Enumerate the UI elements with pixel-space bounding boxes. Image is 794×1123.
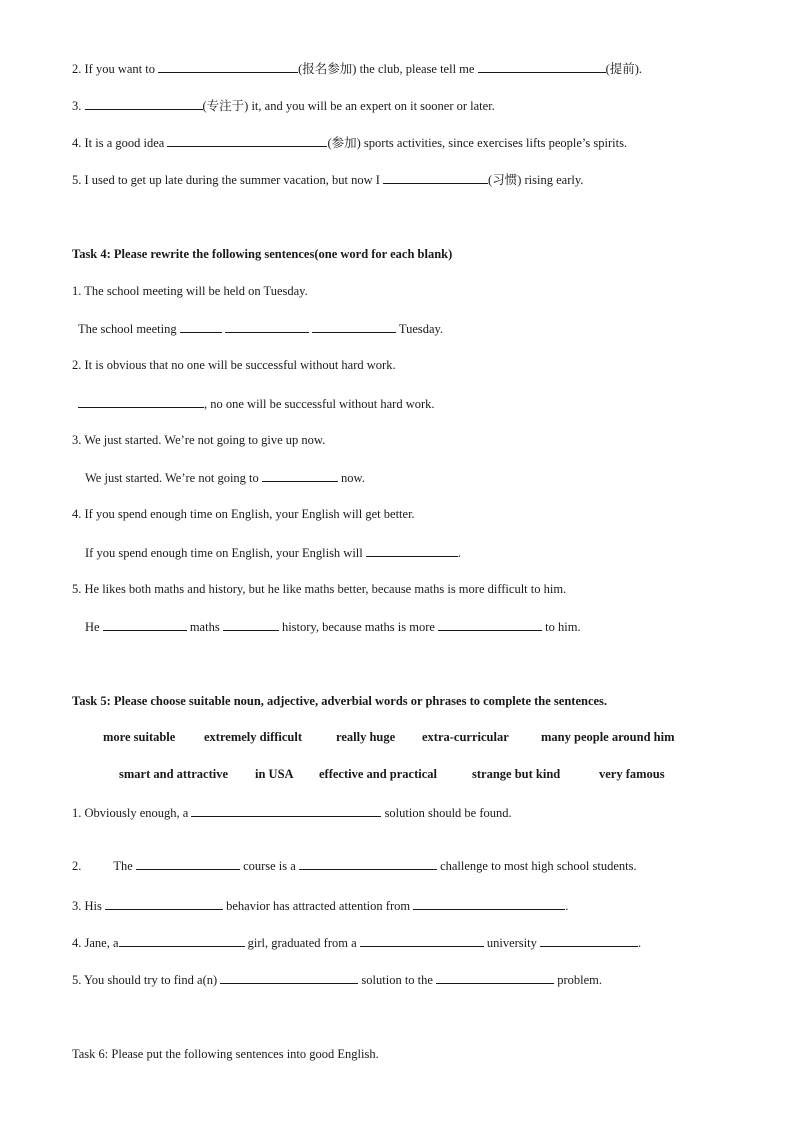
word-bank-item: really huge bbox=[336, 730, 396, 744]
answer-blank[interactable] bbox=[360, 934, 484, 947]
answer-blank[interactable] bbox=[119, 934, 245, 947]
task5-sentence-4: 4. Jane, a girl, graduated from a university . bbox=[72, 936, 642, 950]
word-bank-item: strange but kind bbox=[472, 767, 561, 781]
answer-blank[interactable] bbox=[78, 395, 204, 408]
task5-sentence-2: 2. The course is a challenge to most high school students. bbox=[72, 859, 637, 873]
word-bank-item: extremely difficult bbox=[204, 730, 302, 744]
answer-blank[interactable] bbox=[299, 857, 437, 870]
task4-rewrite-1: The school meeting Tuesday. bbox=[78, 322, 444, 336]
task5-sentence-3: 3. His behavior has attracted attention from . bbox=[72, 899, 569, 913]
answer-blank[interactable] bbox=[136, 857, 240, 870]
task5-title: Task 5: Please choose suitable noun, adjective, adverbial words or phrases to complete the sentences. bbox=[72, 694, 608, 708]
answer-blank[interactable] bbox=[413, 897, 565, 910]
task4-question-5: 5. He likes both maths and history, but he like maths better, because maths is more difficult to him. bbox=[72, 582, 567, 596]
task4-rewrite-4: If you spend enough time on English, your English will . bbox=[85, 546, 462, 560]
task4-rewrite-2: , no one will be successful without hard work. bbox=[78, 395, 435, 412]
answer-blank[interactable] bbox=[158, 60, 298, 73]
answer-blank[interactable] bbox=[478, 60, 606, 73]
answer-blank[interactable] bbox=[225, 320, 309, 333]
word-bank-item: in USA bbox=[255, 767, 294, 781]
answer-blank[interactable] bbox=[540, 934, 638, 947]
word-bank-item: smart and attractive bbox=[119, 767, 228, 781]
answer-blank[interactable] bbox=[223, 618, 279, 631]
task4-rewrite-3: We just started. We’re not going to now. bbox=[85, 471, 365, 485]
task5-sentence-1: 1. Obviously enough, a solution should be found. bbox=[72, 806, 512, 820]
answer-blank[interactable] bbox=[438, 618, 542, 631]
word-bank-item: extra-curricular bbox=[422, 730, 509, 744]
answer-blank[interactable] bbox=[167, 134, 327, 147]
task3-sentence-2: 2. If you want to (报名参加) the club, please tell me (提前). bbox=[72, 62, 643, 76]
task4-question-4: 4. If you spend enough time on English, your English will get better. bbox=[72, 507, 415, 521]
answer-blank[interactable] bbox=[105, 897, 223, 910]
task4-title: Task 4: Please rewrite the following sentences(one word for each blank) bbox=[72, 247, 453, 261]
task4-question-3: 3. We just started. We’re not going to give up now. bbox=[72, 433, 326, 447]
answer-blank[interactable] bbox=[191, 804, 381, 817]
word-bank-item: effective and practical bbox=[319, 767, 438, 781]
answer-blank[interactable] bbox=[220, 971, 358, 984]
answer-blank[interactable] bbox=[366, 544, 458, 557]
task3-sentence-4: 4. It is a good idea (参加) sports activities, since exercises lifts people’s spirits. bbox=[72, 136, 628, 150]
answer-blank[interactable] bbox=[103, 618, 187, 631]
task4-question-2: 2. It is obvious that no one will be successful without hard work. bbox=[72, 358, 396, 372]
answer-blank[interactable] bbox=[85, 97, 203, 110]
word-bank-item: more suitable bbox=[103, 730, 176, 744]
answer-blank[interactable] bbox=[312, 320, 396, 333]
task6-title: Task 6: Please put the following sentences into good English. bbox=[72, 1047, 379, 1061]
task3-sentence-5: 5. I used to get up late during the summer vacation, but now I (习惯) rising early. bbox=[72, 173, 584, 187]
word-bank-item: very famous bbox=[599, 767, 665, 781]
task4-rewrite-5: He maths history, because maths is more to him. bbox=[85, 620, 581, 634]
answer-blank[interactable] bbox=[262, 469, 338, 482]
task5-sentence-5: 5. You should try to find a(n) solution to the problem. bbox=[72, 973, 602, 987]
task3-sentence-3: 3. (专注于) it, and you will be an expert on it sooner or later. bbox=[72, 99, 495, 113]
answer-blank[interactable] bbox=[383, 171, 488, 184]
task4-question-1: 1. The school meeting will be held on Tuesday. bbox=[72, 284, 308, 298]
word-bank-item: many people around him bbox=[541, 730, 675, 744]
answer-blank[interactable] bbox=[180, 320, 222, 333]
answer-blank[interactable] bbox=[436, 971, 554, 984]
